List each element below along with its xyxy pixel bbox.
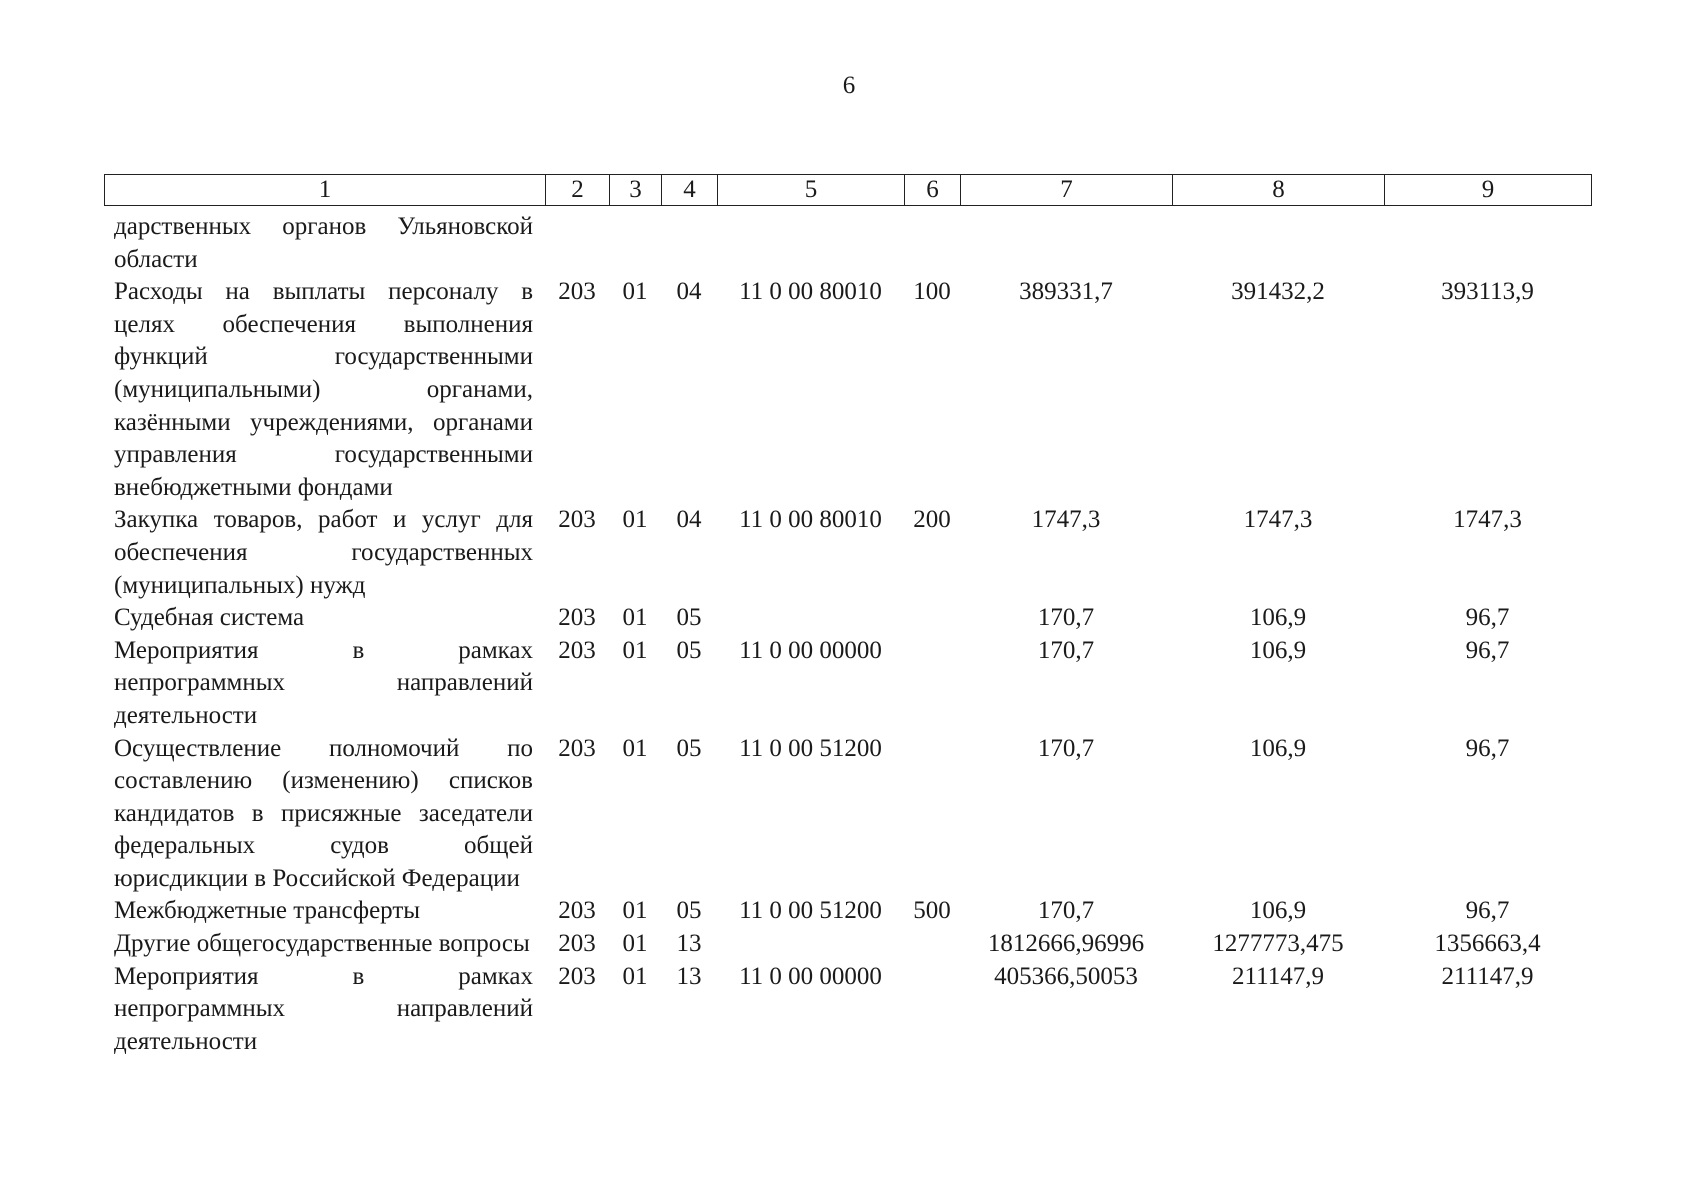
row-amount-year-3: 96,7 (1465, 897, 1510, 925)
row-code: 203 (558, 278, 596, 306)
column-header-8: 8 (1173, 175, 1385, 206)
row-subsection: 04 (676, 506, 702, 534)
row-target-article: 11 0 00 51200 (739, 734, 882, 762)
column-header-3: 3 (610, 175, 662, 206)
row-expense-type: 100 (913, 278, 951, 306)
row-target-article: 11 0 00 00000 (739, 962, 882, 990)
row-expense-type (904, 211, 960, 276)
table-row (104, 895, 1591, 928)
row-code: 203 (558, 604, 596, 632)
column-header-5: 5 (718, 175, 905, 206)
row-amount-year-1: 170,7 (1037, 734, 1095, 762)
row-expense-type (904, 961, 960, 1059)
row-target-article: 11 0 00 51200 (739, 897, 882, 925)
row-code: 203 (558, 734, 596, 762)
budget-table-body (104, 211, 1591, 1058)
row-amount-year-3 (1384, 211, 1591, 276)
row-amount-year-2: 1277773,475 (1212, 930, 1344, 958)
row-subsection: 13 (676, 962, 702, 990)
row-amount-year-2 (1172, 211, 1384, 276)
row-expense-type (904, 733, 960, 896)
row-section: 01 (622, 636, 648, 664)
row-amount-year-3: 1747,3 (1453, 506, 1522, 534)
table-row (104, 211, 1591, 276)
row-description: Осуществление полномочий по составлению (изменению) списков кандидатов в присяжные заседатели федеральных судов общей юрисдикции в Российской Федерации (114, 734, 533, 892)
row-amount-year-2: 211147,9 (1232, 962, 1324, 990)
row-subsection: 04 (676, 278, 702, 306)
row-amount-year-3: 96,7 (1465, 734, 1510, 762)
row-code: 203 (558, 930, 596, 958)
column-header-1: 1 (105, 175, 546, 206)
row-section: 01 (622, 734, 648, 762)
row-amount-year-3: 96,7 (1465, 604, 1510, 632)
row-subsection: 05 (676, 734, 702, 762)
row-description: Расходы на выплаты персоналу в целях обеспечения выполнения функций государственными (муниципальными) органами, казёнными учреждениями, органами управления государственными внебюджетными фондами (114, 278, 533, 501)
row-description: Закупка товаров, работ и услуг для обеспечения государственных (муниципальных) нужд (114, 506, 533, 599)
row-subsection: 05 (676, 604, 702, 632)
row-target-article (717, 211, 904, 276)
row-amount-year-2: 1747,3 (1243, 506, 1313, 534)
row-amount-year-3: 1356663,4 (1434, 930, 1541, 958)
table-row (104, 928, 1591, 961)
row-section: 01 (622, 962, 648, 990)
row-amount-year-2: 391432,2 (1231, 278, 1325, 306)
column-header-6: 6 (905, 175, 961, 206)
column-header-9: 9 (1385, 175, 1592, 206)
column-header-row (105, 175, 1592, 206)
row-amount-year-1: 1812666,96996 (987, 930, 1145, 958)
row-subsection: 05 (676, 636, 702, 664)
table-row (104, 635, 1591, 733)
row-target-article: 11 0 00 80010 (739, 278, 882, 306)
budget-table (104, 211, 1591, 1058)
column-header-2: 2 (546, 175, 610, 206)
row-section: 01 (622, 278, 648, 306)
row-expense-type (904, 635, 960, 733)
row-target-article: 11 0 00 00000 (739, 636, 882, 664)
row-section (609, 211, 661, 276)
row-amount-year-1: 405366,50053 (994, 962, 1138, 990)
row-amount-year-1: 389331,7 (1019, 278, 1113, 306)
row-code: 203 (558, 962, 596, 990)
column-header-table (104, 174, 1592, 206)
row-description: Судебная система (114, 604, 305, 632)
row-amount-year-2: 106,9 (1249, 636, 1307, 664)
row-description: Мероприятия в рамках непрограммных направлений деятельности (114, 962, 533, 1055)
row-amount-year-1: 170,7 (1037, 636, 1095, 664)
row-amount-year-2: 106,9 (1249, 734, 1307, 762)
column-header-4: 4 (662, 175, 718, 206)
row-amount-year-3: 96,7 (1465, 636, 1510, 664)
row-subsection: 13 (676, 930, 702, 958)
row-target-article (717, 928, 904, 961)
row-description: Другие общегосударственные вопросы (114, 930, 530, 958)
row-amount-year-1: 170,7 (1037, 604, 1095, 632)
row-section: 01 (622, 930, 648, 958)
row-expense-type (904, 928, 960, 961)
row-description: Мероприятия в рамках непрограммных направлений деятельности (114, 636, 533, 729)
row-code: 203 (558, 897, 596, 925)
row-code: 203 (558, 506, 596, 534)
row-target-article: 11 0 00 80010 (739, 506, 882, 534)
row-expense-type: 200 (913, 506, 951, 534)
row-expense-type (904, 602, 960, 635)
row-target-article (717, 602, 904, 635)
row-amount-year-1: 170,7 (1037, 897, 1095, 925)
row-amount-year-2: 106,9 (1249, 897, 1307, 925)
row-expense-type: 500 (913, 897, 951, 925)
row-description: дарственных органов Ульяновской области (114, 213, 533, 273)
page-number: 6 (842, 72, 856, 99)
row-amount-year-3: 393113,9 (1441, 278, 1534, 306)
table-row (104, 276, 1591, 504)
table-row (104, 602, 1591, 635)
row-code (545, 211, 609, 276)
row-subsection: 05 (676, 897, 702, 925)
row-amount-year-1: 1747,3 (1031, 506, 1101, 534)
table-row (104, 961, 1591, 1059)
row-section: 01 (622, 506, 648, 534)
column-header-7: 7 (961, 175, 1173, 206)
row-amount-year-2: 106,9 (1249, 604, 1307, 632)
row-subsection (661, 211, 717, 276)
row-section: 01 (622, 604, 648, 632)
table-row (104, 504, 1591, 602)
row-amount-year-3: 211147,9 (1441, 962, 1534, 990)
table-row (104, 733, 1591, 896)
row-description: Межбюджетные трансферты (114, 897, 421, 925)
row-section: 01 (622, 897, 648, 925)
row-code: 203 (558, 636, 596, 664)
row-amount-year-1 (960, 211, 1172, 276)
